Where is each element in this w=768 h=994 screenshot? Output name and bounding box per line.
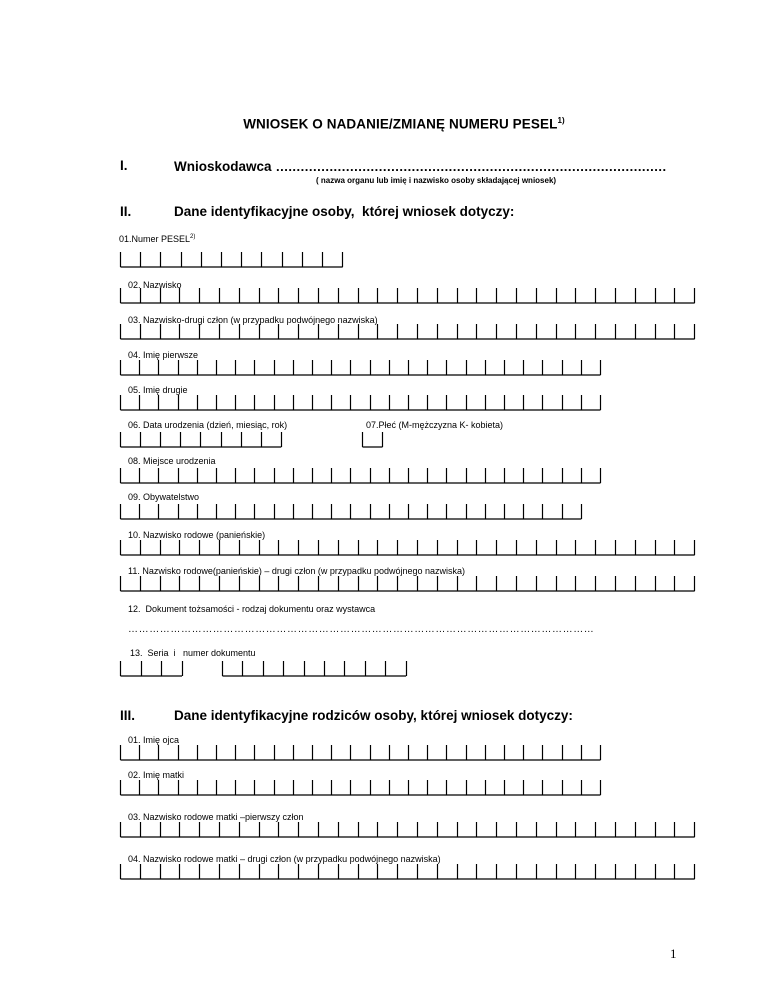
mother-maiden-second-label: 04. Nazwisko rodowe matki – drugi człon (w przypadku podwójnego nazwiska) [128,854,441,864]
document-number-label: 13. Seria i numer dokumentu [130,648,256,658]
section-1-number: I. [120,158,128,173]
char-box-comb [120,360,602,376]
section-2-number: II. [120,204,132,219]
form-title-text: WNIOSEK O NADANIE/ZMIANĘ NUMERU PESEL [243,116,558,132]
maiden-name-boxes[interactable] [120,540,696,555]
birth-place-boxes[interactable] [120,468,602,483]
char-box-comb [120,540,696,556]
father-name-label: 01. Imię ojca [128,735,180,745]
pesel-label-text: 01.Numer PESEL [119,234,191,244]
section-2-title: Dane identyfikacyjne osoby, której wniosek dotyczy: [174,204,515,219]
char-box-comb [120,252,344,268]
birth-date-label: 06. Data urodzenia (dzień, miesiąc, rok) [128,420,288,430]
mother-name-label: 02. Imię matki [128,770,185,780]
id-document-entry-line[interactable]: …………………………………………………………………………………………………………………… [128,624,595,635]
char-box-comb [120,576,696,592]
char-box-comb [120,288,696,304]
char-box-comb [120,780,602,796]
char-box-comb [120,661,184,677]
surname-label: 02. Nazwisko [128,280,182,290]
id-document-label: 12. Dokument tożsamości - rodzaj dokumentu oraz wystawca [128,604,376,614]
mother-name-boxes[interactable] [120,780,602,795]
mother-maiden-second-boxes[interactable] [120,864,696,879]
char-box-comb [120,745,602,761]
father-name-boxes[interactable] [120,745,602,760]
page-number: 1 [670,946,677,961]
second-name-boxes[interactable] [120,395,602,410]
section-3-title: Dane identyfikacyjne rodziców osoby, której wniosek dotyczy: [174,708,573,723]
applicant-entry-line[interactable]: ............................................................................................... [275,159,667,174]
sex-box[interactable] [362,432,384,447]
citizenship-label: 09. Obywatelstwo [128,492,200,502]
pesel-label [119,234,195,244]
section-1-heading [174,158,667,176]
document-number-boxes[interactable] [222,661,408,676]
char-box-comb [222,661,408,677]
mother-maiden-first-boxes[interactable] [120,822,696,837]
char-box-comb [120,504,583,520]
mother-maiden-first-label: 03. Nazwisko rodowe matki –pierwszy człon [128,812,304,822]
pesel-boxes[interactable] [120,252,344,267]
maiden-name-second-boxes[interactable] [120,576,696,591]
form-title-footnote: 1) [557,116,565,125]
birth-place-label: 08. Miejsce urodzenia [128,456,216,466]
citizenship-boxes[interactable] [120,504,583,519]
surname-second-label: 03. Nazwisko-drugi człon (w przypadku podwójnego nazwiska) [128,315,378,325]
char-box-comb [120,432,283,448]
char-box-comb [120,395,602,411]
pesel-footnote: 2) [190,234,196,240]
section-1-title: Wnioskodawca [174,159,272,174]
section-3-number: III. [120,708,136,723]
char-box-comb [120,864,696,880]
document-series-boxes[interactable] [120,661,184,676]
applicant-note: ( nazwa organu lub imię i nazwisko osoby składającej wniosek) [316,176,557,185]
maiden-name-second-label: 11. Nazwisko rodowe(panieńskie) – drugi człon (w przypadku podwójnego nazwiska) [128,566,466,576]
char-box-comb [362,432,384,448]
form-title [0,116,768,132]
first-name-label: 04. Imię pierwsze [128,350,199,360]
sex-label: 07.Płeć (M-mężczyzna K- kobieta) [366,420,504,430]
surname-second-boxes[interactable] [120,324,696,339]
char-box-comb [120,822,696,838]
char-box-comb [120,324,696,340]
first-name-boxes[interactable] [120,360,602,375]
char-box-comb [120,468,602,484]
surname-boxes[interactable] [120,288,696,303]
birth-date-boxes[interactable] [120,432,283,447]
maiden-name-label: 10. Nazwisko rodowe (panieńskie) [128,530,266,540]
second-name-label: 05. Imię drugie [128,385,188,395]
